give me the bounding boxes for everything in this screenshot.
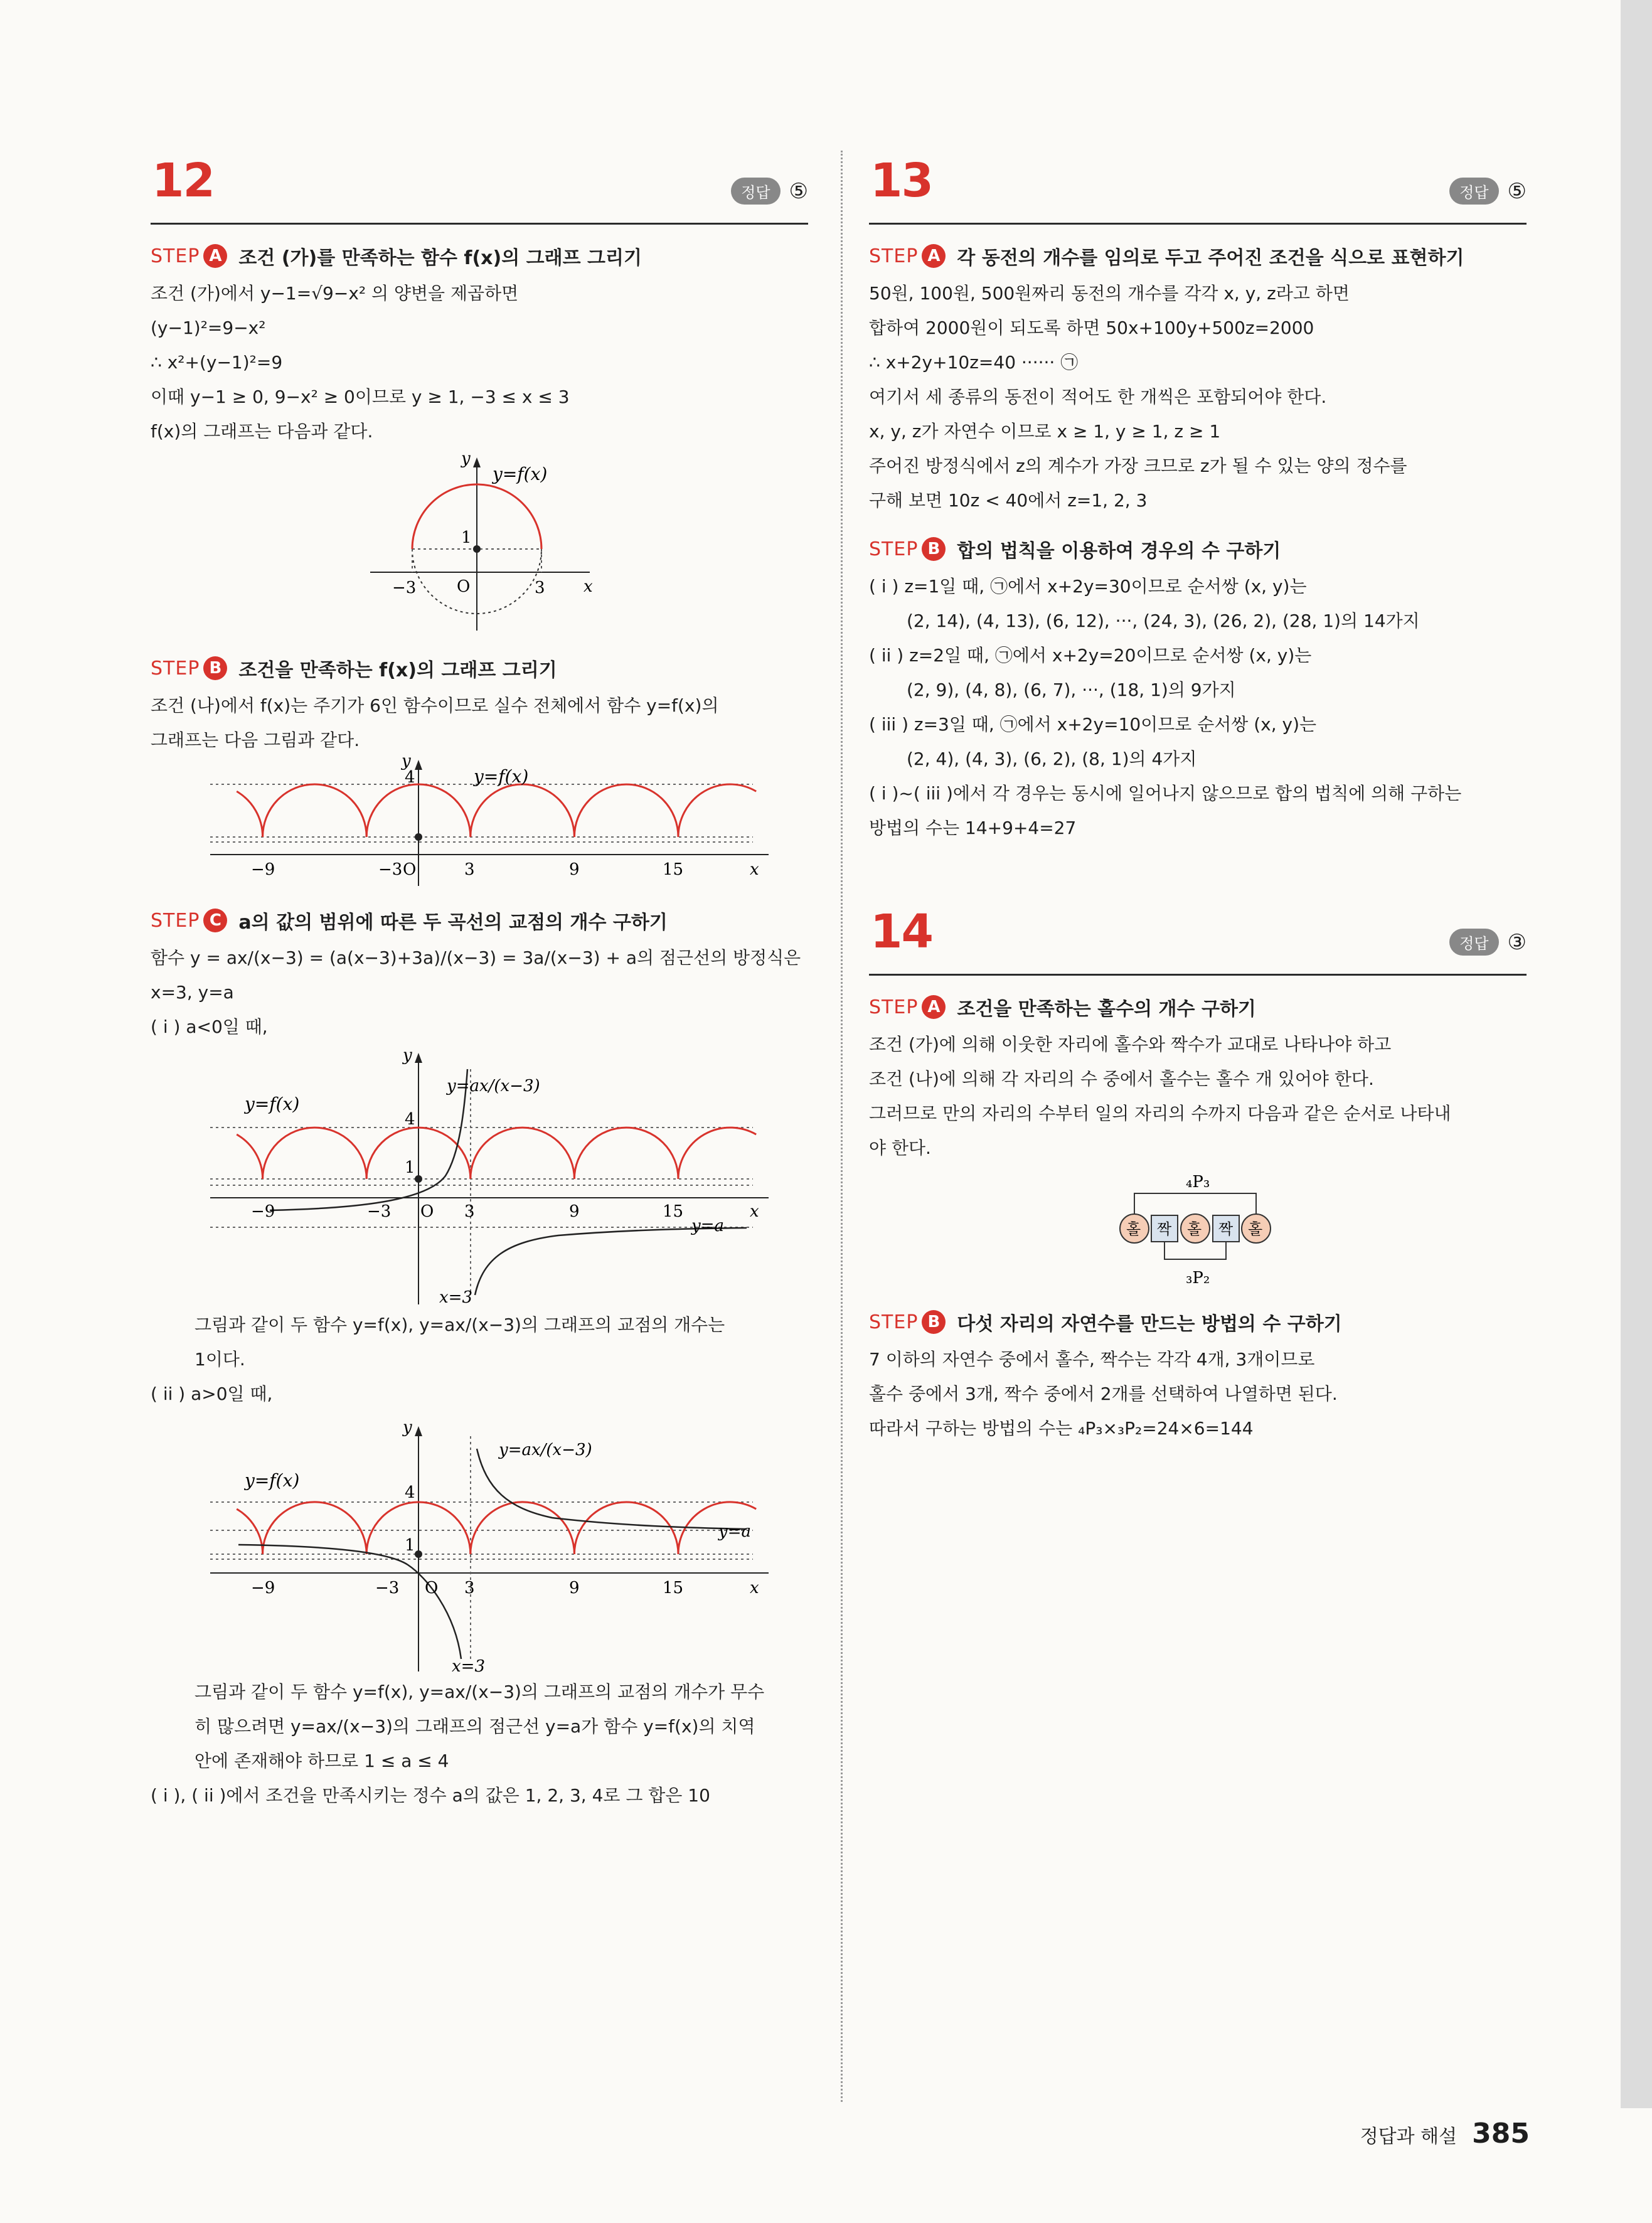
origin-label: O [420, 1202, 434, 1221]
tick-label: 9 [569, 860, 580, 879]
odd-even-diagram [869, 1165, 1521, 1291]
right-column [869, 154, 1527, 1446]
text-line: 그러므로 만의 자리의 수부터 일의 자리의 수까지 다음과 같은 순서로 나타내 [869, 1103, 1451, 1124]
step-letter: B [922, 537, 946, 561]
answer-badge [731, 178, 808, 205]
graph-periodic [151, 757, 803, 889]
hyperbola-left-branch [238, 1545, 461, 1659]
graph-case-a-negative [151, 1044, 803, 1308]
step-letter: A [922, 244, 946, 268]
text-line: 주어진 방정식에서 z의 계수가 가장 크므로 z가 될 수 있는 양의 정수를 [869, 456, 1407, 476]
even-cell [1213, 1215, 1239, 1242]
hyperbola-left-branch [270, 1069, 467, 1210]
perm-top-label: ₄P₃ [1186, 1173, 1210, 1191]
arc-segment [678, 784, 756, 837]
text-line: 함수 y = ax/(x−3) = (a(x−3)+3a)/(x−3) = 3a/(x−3) + a의 점근선의 방정식은 [151, 947, 801, 968]
arc-segment [237, 1134, 262, 1179]
hyperbola-right-branch [477, 1449, 747, 1529]
arc-segment [237, 791, 262, 837]
arc-segment [263, 784, 367, 837]
text-line: 조건 (나)에서 f(x)는 주기가 6인 함수이므로 실수 전체에서 함수 y=f(x)의 [151, 695, 719, 716]
axis-y: y [403, 1418, 412, 1437]
step-title: 다섯 자리의 자연수를 만드는 방법의 수 구하기 [957, 1313, 1342, 1335]
text-line: 조건 (나)에 의해 각 자리의 수 중에서 홀수는 홀수 개 있어야 한다. [869, 1069, 1374, 1089]
origin-label: O [457, 577, 471, 596]
step-letter: A [203, 244, 227, 268]
page-number: 385 [1472, 2118, 1530, 2150]
tick-label: 1 [405, 1536, 415, 1555]
text-line: x, y, z가 자연수 이므로 x ≥ 1, y ≥ 1, z ≥ 1 [869, 421, 1221, 442]
text-line: ∴ x²+(y−1)²=9 [151, 352, 283, 373]
tick-label: 15 [663, 860, 684, 879]
answer-label: 정답 [731, 178, 780, 205]
text-line: 조건 (가)에 의해 이웃한 자리에 홀수와 짝수가 교대로 나타나야 하고 [869, 1034, 1392, 1055]
hyperbola-label: y=ax/(x−3) [499, 1441, 592, 1459]
tick-label: 1 [405, 1158, 415, 1177]
answer-value: ⑤ [789, 178, 808, 204]
axis-x: x [584, 577, 593, 596]
text-line: ( ii ) z=2일 때, ㉠에서 x+2y=20이므로 순서쌍 (x, y)는 [869, 645, 1312, 666]
tick-label: 4 [405, 1110, 415, 1129]
graph-label: y=f(x) [245, 1094, 300, 1114]
text-line: 50원, 100원, 500원짜리 동전의 개수를 각각 x, y, z라고 하면 [869, 283, 1350, 304]
axis-y: y [402, 757, 411, 770]
axis-x: x [750, 1202, 759, 1221]
column-divider [841, 151, 843, 2102]
text-line: ( iii ) z=3일 때, ㉠에서 x+2y=10이므로 순서쌍 (x, y)는 [869, 714, 1317, 735]
arc-segment [237, 1509, 262, 1554]
tick-label: −9 [251, 1202, 275, 1221]
tick-label: −3 [375, 1579, 400, 1597]
step-b-heading: STEP B 조건을 만족하는 f(x)의 그래프 그리기 [151, 654, 808, 682]
footer-section-title: 정답과 해설 [1360, 2126, 1457, 2148]
text-line: (2, 14), (4, 13), (6, 12), ···, (24, 3), (26, 2), (28, 1)의 14가지 [907, 610, 1420, 631]
text-line: ( i )~( iii )에서 각 경우는 동시에 일어나지 않으므로 합의 법칙에 의해 구하는 [869, 783, 1462, 804]
axis-y: y [461, 449, 471, 468]
tick-label: −9 [251, 860, 275, 879]
arc-segment [471, 784, 575, 837]
text-line: 구해 보면 10z < 40에서 z=1, 2, 3 [869, 490, 1148, 511]
step-title: 합의 법칙을 이용하여 경우의 수 구하기 [957, 540, 1281, 562]
step-a-heading: STEP A 조건 (가)를 만족하는 함수 f(x)의 그래프 그리기 [151, 242, 808, 270]
odd-label: 홀 [1126, 1220, 1141, 1238]
tick-label: 1 [461, 528, 472, 547]
tick-label: 3 [535, 578, 545, 597]
tick-label: 3 [464, 860, 475, 879]
text-line: 7 이하의 자연수 중에서 홀수, 짝수는 각각 4개, 3개이므로 [869, 1349, 1315, 1370]
odd-cell [1120, 1214, 1149, 1243]
odd-cell [1242, 1214, 1271, 1243]
even-cell [1151, 1215, 1178, 1242]
asymptote-label: x=3 [439, 1288, 472, 1307]
arc-segment [471, 1502, 575, 1554]
step-letter: B [203, 656, 227, 680]
text-line: ( i ) a<0일 때, [151, 1016, 268, 1037]
arc-segment [678, 1127, 756, 1179]
answer-value: ③ [1507, 929, 1527, 955]
tick-label: 9 [569, 1202, 580, 1221]
problem-13 [869, 154, 1527, 845]
odd-label: 홀 [1187, 1220, 1202, 1238]
periodic-curve [237, 784, 756, 837]
text-line: x=3, y=a [151, 982, 234, 1003]
problem-14-header [869, 905, 1527, 976]
axis-x: x [750, 1579, 759, 1597]
graph-case-a-positive [151, 1411, 803, 1675]
text-line: 따라서 구하는 방법의 수는 ₄P₃×₃P₂=24×6=144 [869, 1418, 1254, 1439]
step-title: 조건을 만족하는 f(x)의 그래프 그리기 [238, 659, 557, 681]
graph-label: y=f(x) [493, 464, 548, 484]
answer-value: ⑤ [1507, 178, 1527, 204]
answer-label: 정답 [1449, 929, 1498, 956]
problem-12 [151, 154, 808, 1813]
text-line: 그래프는 다음 그림과 같다. [151, 730, 360, 750]
tick-label: 3 [464, 1202, 475, 1221]
odd-label: 홀 [1248, 1220, 1263, 1238]
step-title: 조건 (가)를 만족하는 함수 f(x)의 그래프 그리기 [238, 247, 642, 269]
origin-label: O [425, 1579, 439, 1597]
step-letter: A [922, 995, 946, 1019]
even-label: 짝 [1218, 1220, 1234, 1238]
page-edge-shadow [1621, 0, 1652, 2108]
odd-cell [1181, 1214, 1210, 1243]
even-label: 짝 [1157, 1220, 1172, 1238]
problem-13-header [869, 154, 1527, 225]
text-line: (y−1)²=9−x² [151, 317, 266, 338]
text-line: 그림과 같이 두 함수 y=f(x), y=ax/(x−3)의 그래프의 교점의 개수는 [195, 1314, 725, 1335]
step-a-heading: STEP A 조건을 만족하는 홀수의 개수 구하기 [869, 993, 1527, 1021]
tick-label: 4 [405, 768, 415, 787]
text-line: 안에 존재해야 하므로 1 ≤ a ≤ 4 [195, 1751, 449, 1771]
step-b-heading: STEP B 다섯 자리의 자연수를 만드는 방법의 수 구하기 [869, 1308, 1527, 1336]
periodic-curve [237, 1502, 756, 1554]
arc-segment [574, 1502, 678, 1554]
step-title: 조건을 만족하는 홀수의 개수 구하기 [957, 998, 1256, 1020]
graph-semicircle [151, 449, 803, 637]
text-line: 합하여 2000원이 되도록 하면 50x+100y+500z=2000 [869, 317, 1314, 338]
text-line: 1이다. [195, 1349, 245, 1370]
tick-label: 15 [663, 1579, 684, 1597]
graph-label: y=f(x) [474, 766, 529, 787]
text-line: (2, 4), (4, 3), (6, 2), (8, 1)의 4가지 [907, 749, 1197, 769]
arc-segment [574, 1127, 678, 1179]
tick-label: 15 [663, 1202, 684, 1221]
text-line: 야 한다. [869, 1138, 931, 1158]
arc-segment [471, 1127, 575, 1179]
arc-segment [574, 784, 678, 837]
tick-label: 9 [569, 1579, 580, 1597]
tick-label: 3 [464, 1579, 475, 1597]
text-line: 이때 y−1 ≥ 0, 9−x² ≥ 0이므로 y ≥ 1, −3 ≤ x ≤ 3 [151, 386, 570, 407]
text-line: 방법의 수는 14+9+4=27 [869, 818, 1077, 838]
asymptote-label: y=a [691, 1217, 724, 1235]
hyperbola-right-branch [475, 1228, 747, 1295]
answer-label: 정답 [1449, 178, 1498, 205]
tick-label: −3 [392, 578, 417, 597]
text-line: (2, 9), (4, 8), (6, 7), ···, (18, 1)의 9가지 [907, 680, 1236, 700]
problem-number: 14 [870, 905, 932, 959]
text-line: 여기서 세 종류의 동전이 적어도 한 개씩은 포함되어야 한다. [869, 386, 1327, 407]
axis-y: y [403, 1046, 412, 1065]
origin-label: O [403, 860, 417, 879]
graph-label: y=f(x) [245, 1470, 300, 1491]
answer-badge [1449, 178, 1527, 205]
step-b-heading: STEP B 합의 법칙을 이용하여 경우의 수 구하기 [869, 535, 1527, 563]
text-line: ( i ), ( ii )에서 조건을 만족시키는 정수 a의 값은 1, 2, 3, 4로 그 합은 10 [151, 1785, 710, 1806]
text-line: 홀수 중에서 3개, 짝수 중에서 2개를 선택하여 나열하면 된다. [869, 1383, 1338, 1404]
tick-label: −3 [378, 860, 403, 879]
asymptote-label: x=3 [452, 1657, 485, 1675]
step-c-heading: STEP C a의 값의 범위에 따른 두 곡선의 교점의 개수 구하기 [151, 907, 808, 934]
text-line: ( i ) z=1일 때, ㉠에서 x+2y=30이므로 순서쌍 (x, y)는 [869, 576, 1307, 597]
step-a-heading: STEP A 각 동전의 개수를 임의로 두고 주어진 조건을 식으로 표현하기 [869, 242, 1527, 270]
tick-label: −9 [251, 1579, 275, 1597]
tick-label: −3 [367, 1202, 392, 1221]
periodic-curve [237, 1127, 756, 1179]
perm-bottom-label: ₃P₂ [1186, 1269, 1210, 1287]
step-letter: B [922, 1310, 946, 1334]
problem-number: 13 [870, 154, 932, 208]
text-line: ∴ x+2y+10z=40 ······ ㉠ [869, 352, 1079, 373]
text-line: 조건 (가)에서 y−1=√9−x² 의 양변을 제곱하면 [151, 283, 519, 304]
tick-label: 4 [405, 1483, 415, 1502]
text-line: ( ii ) a>0일 때, [151, 1383, 273, 1404]
step-title: 각 동전의 개수를 임의로 두고 주어진 조건을 식으로 표현하기 [957, 247, 1464, 269]
axis-x: x [750, 860, 759, 879]
text-line: 히 많으려면 y=ax/(x−3)의 그래프의 점근선 y=a가 함수 y=f(x)의 치역 [195, 1716, 755, 1737]
problem-14 [869, 905, 1527, 1446]
step-letter: C [203, 909, 227, 932]
answer-badge [1449, 929, 1527, 956]
text-line: f(x)의 그래프는 다음과 같다. [151, 421, 373, 442]
page-footer [1360, 2118, 1530, 2150]
problem-number: 12 [152, 154, 214, 208]
asymptote-label: y=a [718, 1522, 751, 1541]
hyperbola-label: y=ax/(x−3) [447, 1077, 540, 1096]
step-title: a의 값의 범위에 따른 두 곡선의 교점의 개수 구하기 [238, 912, 668, 934]
arc-segment [263, 1127, 367, 1179]
text-line: 그림과 같이 두 함수 y=f(x), y=ax/(x−3)의 그래프의 교점의 개수가 무수 [195, 1682, 765, 1702]
problem-12-header [151, 154, 808, 225]
